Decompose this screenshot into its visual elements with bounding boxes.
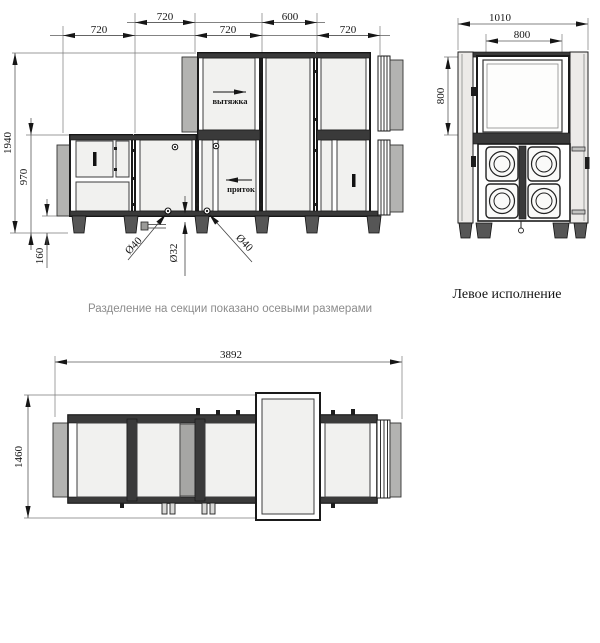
section-a-lower-panel	[76, 182, 129, 211]
leg	[476, 223, 492, 238]
dim-label-720-c: 720	[339, 24, 357, 36]
hinge-lower	[471, 156, 476, 167]
side-tab-lower	[572, 210, 585, 214]
plan-top-rail	[68, 415, 377, 423]
side-unit-body	[458, 52, 590, 238]
plan-unit-body	[53, 393, 401, 520]
dim-label-720-b: 720	[219, 24, 237, 36]
side-left-column	[458, 52, 473, 223]
dim-label-600: 600	[281, 11, 299, 23]
dim-label-800-height: 800	[435, 87, 447, 105]
dim-label-970: 970	[18, 168, 30, 186]
section-b-panel	[140, 140, 192, 211]
plan-inner-component	[180, 424, 195, 496]
plan-panel-1	[77, 423, 127, 497]
dim-label-1460: 1460	[13, 446, 25, 468]
plan-recuperator-panel	[262, 399, 314, 514]
door-handle	[93, 152, 97, 166]
section-exhaust-panel	[203, 58, 255, 130]
leg	[367, 216, 381, 233]
fan-cell	[486, 147, 518, 181]
hinge-upper	[471, 87, 476, 96]
right-flexible-connector-top	[378, 56, 403, 131]
door-handle-right	[352, 174, 356, 187]
right-flexible-connector-bottom	[378, 140, 403, 215]
right-duct-flange-bottom	[390, 145, 403, 212]
leg	[553, 223, 569, 238]
plan-panel-3	[205, 423, 256, 497]
fan-section-divider	[519, 146, 526, 219]
base-rail	[70, 211, 378, 216]
supply-label: приток	[227, 184, 255, 194]
side-right-column	[570, 52, 588, 223]
section-a-narrow-panel	[116, 141, 129, 177]
dim-label-160: 160	[34, 247, 46, 265]
front-top-dimension-chain	[50, 11, 390, 36]
side-mid-rail	[473, 133, 570, 144]
left-duct-flange	[57, 145, 70, 216]
dim-label-1010: 1010	[489, 12, 511, 24]
front-legs	[72, 216, 381, 233]
leg	[124, 216, 138, 233]
sectioning-note: Разделение на секции показано осевыми размерами	[87, 303, 373, 315]
drain-stub	[202, 503, 207, 514]
side-handle	[585, 157, 590, 169]
leg	[305, 216, 319, 233]
drain-stub	[170, 503, 175, 514]
callout-d32: Ø32	[168, 243, 180, 263]
leg	[459, 223, 472, 238]
fan-cell	[528, 184, 560, 218]
plan-panel-2	[137, 423, 180, 497]
leg	[72, 216, 86, 233]
fan-cell	[528, 147, 560, 181]
front-unit-body	[57, 53, 403, 233]
leg	[574, 223, 587, 238]
drain-stub	[210, 503, 215, 514]
section-supply-narrow-panel	[202, 140, 213, 211]
drain-stub	[162, 503, 167, 514]
side-view-caption: Левое исполнение	[452, 287, 562, 302]
leg	[255, 216, 269, 233]
section-right-door	[337, 140, 366, 211]
front-view	[2, 11, 403, 276]
dim-label-800-width: 800	[513, 29, 531, 41]
side-drain	[519, 228, 524, 233]
plan-bottom-rail	[68, 497, 377, 503]
section-supply-panel	[218, 140, 256, 211]
section-recuperator-panel	[266, 58, 310, 211]
side-tab-upper	[572, 147, 585, 151]
leg	[195, 216, 209, 233]
plan-right-connector	[377, 420, 401, 498]
dim-label-1940: 1940	[2, 132, 14, 154]
dim-label-720-a: 720	[90, 24, 108, 36]
front-left-dimensions	[2, 53, 47, 268]
plan-view	[13, 349, 402, 520]
dim-label-720-row1: 720	[156, 11, 174, 23]
right-duct-flange-top	[390, 60, 403, 130]
exhaust-inlet-flange	[182, 57, 198, 132]
section-right-narrow-panel	[321, 140, 332, 211]
side-view	[435, 12, 590, 302]
plan-panel-4	[325, 423, 370, 497]
callout-d40-left: Ø40	[122, 234, 145, 257]
section-top-right-panel	[321, 58, 366, 130]
plan-drain-stubs	[162, 503, 215, 514]
drain-pipe-stub	[141, 222, 148, 230]
plan-right-flange	[390, 423, 401, 497]
dim-label-3892: 3892	[220, 349, 242, 361]
side-opening	[483, 60, 562, 132]
exhaust-label: вытяжка	[212, 96, 248, 106]
fan-cell	[486, 184, 518, 218]
callout-d40-right: Ø40	[233, 231, 256, 254]
